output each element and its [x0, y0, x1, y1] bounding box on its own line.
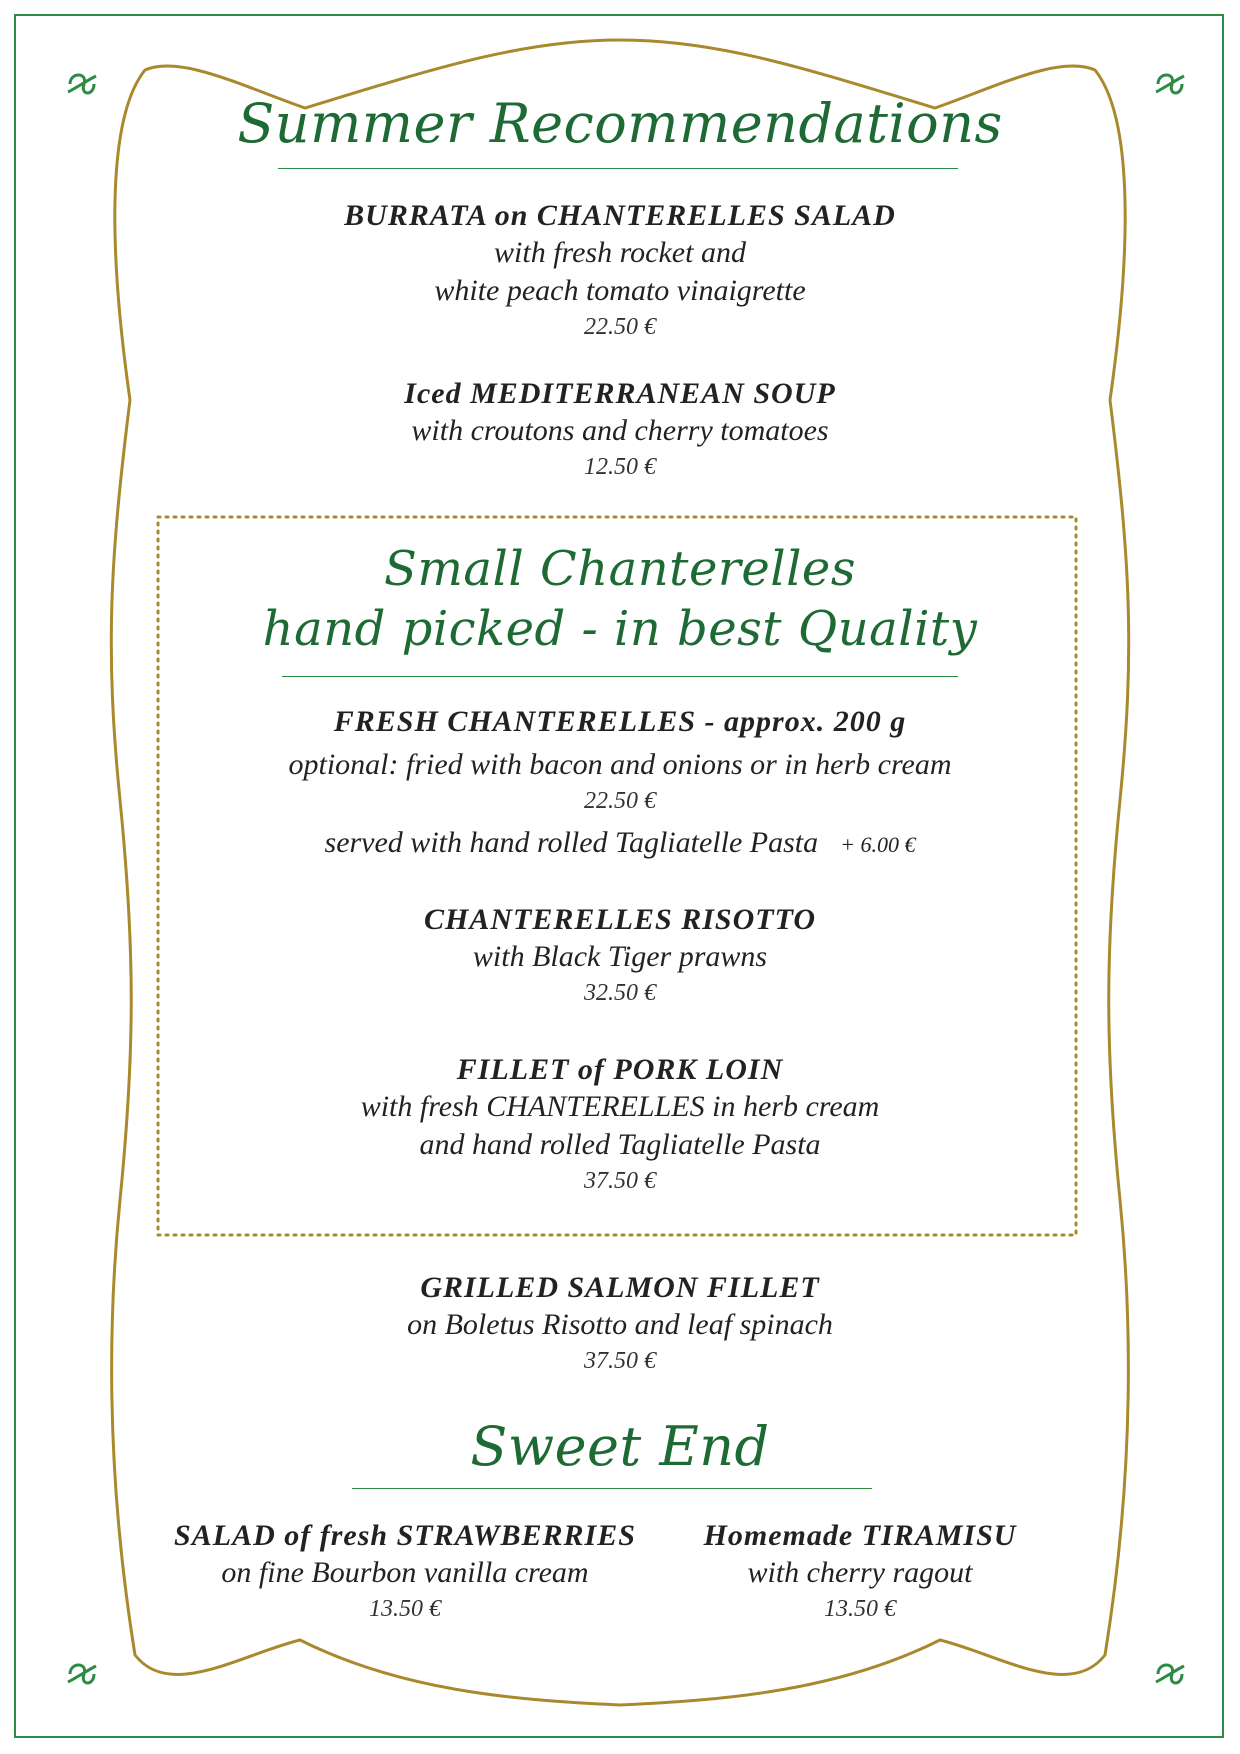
section-title-summer: Summer Recommendations	[237, 92, 1003, 155]
menu-item	[0, 1052, 1240, 1198]
dish-name: FILLET of PORK LOIN	[456, 1053, 784, 1086]
dish-extra-option	[0, 824, 1240, 864]
dish-description: white peach tomato vinaigrette	[434, 274, 806, 307]
divider	[282, 676, 958, 677]
dish-price: 13.50 €	[824, 1596, 896, 1622]
dish-name: Homemade TIRAMISU	[703, 1519, 1017, 1552]
menu-item	[0, 1270, 1240, 1378]
dish-price: 12.50 €	[584, 454, 656, 480]
dish-name: Iced MEDITERRANEAN SOUP	[404, 377, 836, 410]
extra-option-text: served with hand rolled Tagliatelle Pasta	[324, 826, 819, 859]
dish-description: on Boletus Risotto and leaf spinach	[407, 1308, 833, 1341]
menu-item	[0, 376, 1240, 484]
divider	[352, 1488, 872, 1489]
clover-knot-icon	[62, 1656, 102, 1692]
dish-price: 22.50 €	[584, 788, 656, 814]
dish-name: BURRATA on CHANTERELLES SALAD	[344, 199, 896, 232]
menu-item	[0, 902, 1240, 1010]
section-title-sweet: Sweet End	[470, 1415, 770, 1478]
section-title-chanterelles: Small Chanterelles	[384, 541, 856, 597]
dish-description: with croutons and cherry tomatoes	[411, 414, 829, 447]
dish-price: 32.50 €	[584, 980, 656, 1006]
menu-item	[0, 198, 1240, 344]
dish-description: optional: fried with bacon and onions or in herb cream	[288, 748, 952, 781]
extra-option-price: + 6.00 €	[840, 832, 916, 857]
dish-name: FRESH CHANTERELLES - approx. 200 g	[333, 705, 907, 738]
dessert-item	[150, 1518, 660, 1626]
dish-name: CHANTERELLES RISOTTO	[423, 903, 817, 936]
clover-knot-icon	[1150, 1656, 1190, 1692]
dish-price: 22.50 €	[584, 314, 656, 340]
dish-description: with fresh CHANTERELLES in herb cream	[360, 1090, 880, 1123]
dish-description: with fresh rocket and	[494, 236, 746, 269]
divider	[278, 168, 958, 169]
dish-price: 37.50 €	[584, 1168, 656, 1194]
dish-description: and hand rolled Tagliatelle Pasta	[419, 1128, 821, 1161]
menu-item	[0, 704, 1240, 864]
dish-description: with Black Tiger prawns	[472, 940, 768, 973]
dish-name: GRILLED SALMON FILLET	[420, 1271, 820, 1304]
dish-name: SALAD of fresh STRAWBERRIES	[174, 1519, 636, 1552]
dessert-item	[670, 1518, 1050, 1626]
dish-description: with cherry ragout	[747, 1556, 973, 1589]
dish-price: 13.50 €	[369, 1596, 441, 1622]
section-subtitle-chanterelles: hand picked - in best Quality	[262, 601, 978, 657]
dish-description: on fine Bourbon vanilla cream	[221, 1556, 589, 1589]
dish-price: 37.50 €	[584, 1348, 656, 1374]
